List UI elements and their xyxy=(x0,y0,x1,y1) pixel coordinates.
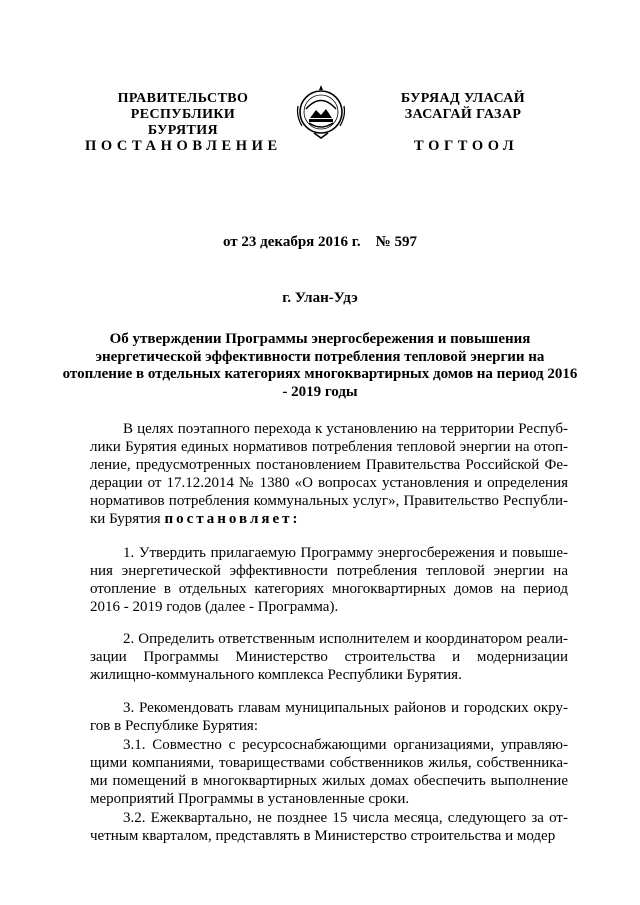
decree-label-buryat: ТОГТООЛ xyxy=(414,138,519,154)
clause-3: 3. Рекомендовать главам муниципальных районов и городских округов в Республике Бурятия: xyxy=(90,700,568,734)
org-name-buryat: БУРЯАД УЛАСАЙ ЗАСАГАЙ ГАЗАР xyxy=(400,91,526,122)
coat-of-arms-icon xyxy=(292,82,350,140)
preamble-paragraph xyxy=(90,421,568,528)
preamble-text: В целях поэтапного перехода к установлению на территории Республики Бурятия единых нормативов потребления тепловой энергии на отопление, предусмотренных постановлением Правительства Российской Федерации от 17.12.2014 № 1380 «О вопросах установления и определения нормативов потребления коммунальных услуг», Правительство Республики Бурятия xyxy=(90,421,568,527)
decree-label-russian: ПОСТАНОВЛЕНИЕ xyxy=(85,138,282,154)
decree-date-number: от 23 декабря 2016 г. № 597 xyxy=(223,234,417,250)
clause-3-2: 3.2. Ежеквартально, не позднее 15 числа месяца, следующего за отчетным кварталом, представлять в Министерство строительства и модер xyxy=(90,810,568,844)
org-name-russian: ПРАВИТЕЛЬСТВО РЕСПУБЛИКИ БУРЯТИЯ xyxy=(117,91,249,138)
decree-title: Об утверждении Программы энергосбережения и повышения энергетической эффективности потребления тепловой энергии на отопление в отдельных категориях многоквартирных домов на период 2016 - 2019 годы xyxy=(62,331,578,401)
resolves-word: постановляет: xyxy=(164,510,301,527)
decree-city: г. Улан-Удэ xyxy=(282,290,358,306)
clause-1: 1. Утвердить прилагаемую Программу энергосбережения и повышения энергетической эффективности потребления тепловой энергии на отопление в отдельных категориях многоквартирных домов на период 2016 - 2019 годов (далее - Программа). xyxy=(90,545,568,615)
clause-3-1: 3.1. Совместно с ресурсоснабжающими организациями, управляющими компаниями, товариществами собственников жилья, собственниками помещений в многоквартирных жилых домах обеспечить выполнение мероприятий Программы в установленные сроки. xyxy=(90,737,568,807)
clause-2: 2. Определить ответственным исполнителем и координатором реализации Программы Министерство строительства и модернизации жилищно-коммунального комплекса Республики Бурятия. xyxy=(90,631,568,683)
